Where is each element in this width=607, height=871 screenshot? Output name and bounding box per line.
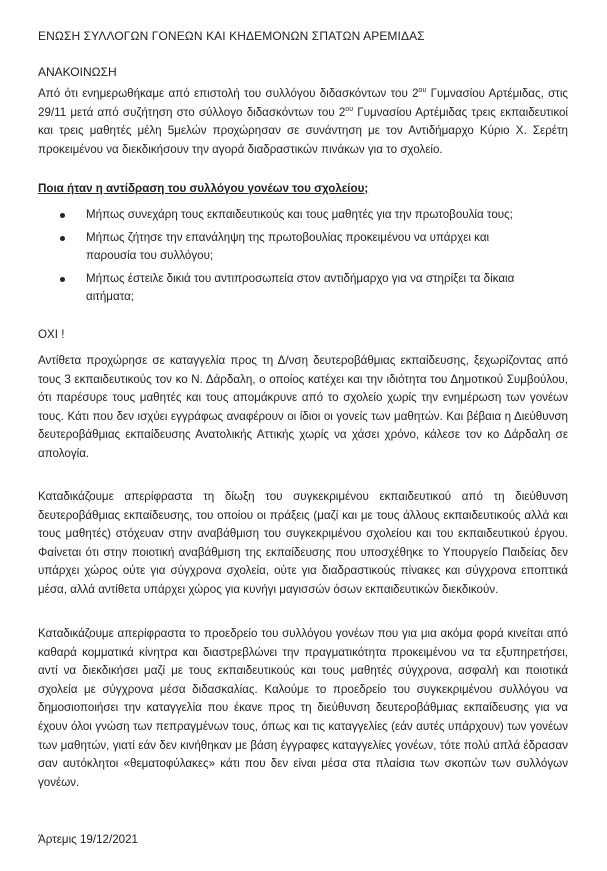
bullet-icon <box>60 236 65 241</box>
intro-superscript-1: ου <box>418 87 427 95</box>
bullet-item <box>60 270 530 307</box>
intro-paragraph <box>38 85 568 159</box>
intro-text-1: Από ότι ενημερωθήκαμε από επιστολή του συλλόγου διδασκόντων του 2 <box>38 87 419 100</box>
question-heading: Ποια ήταν η αντίδραση του συλλόγου γονέων του σχολείου; <box>38 182 369 195</box>
paragraph-complaint: Αντίθετα προχώρησε σε καταγγελία προς τη Δ/νση δευτεροβάθμιας εκπαίδευσης, ξεχωρίζοντας από τους 3 εκπαιδευτικούς τον κο Ν. Δάρδαλη, ο οποίος κατέχει και την ιδιότητα του Δημοτικού Συμβούλου, ότι παρέσυρε τους μαθητές και τους απομάκρυνε από το σχολείο χωρίς την ενημέρωση των γονέων τους. Κάτι που δεν ισχύει εγγράφως αναφέρουν οι ίδιοι οι γονείς των μαθητών. Και βέβαια η Διεύθυνση δευτεροβάθμιας εκπαίδευσης Ανατολικής Αττικής χωρίς να χάσει χρόνο, κάλεσε τον κο Δάρδαλη σε απολογία. <box>38 354 568 460</box>
announcement-heading: ΑΝΑΚΟΙΝΩΣΗ <box>38 65 117 79</box>
bullet-icon <box>60 277 65 282</box>
union-title: ΕΝΩΣΗ ΣΥΛΛΟΓΩΝ ΓΟΝΕΩΝ ΚΑΙ ΚΗΔΕΜΟΝΩΝ ΣΠΑΤΩΝ ΑΡΕΜΙΔΑΣ <box>38 29 425 43</box>
intro-text-3: Γυμνασίου Αρτέμιδας τρεις εκπαιδευτικοί και τρεις μαθητές μέλη 5μελών προχώρησαν σε συνάντηση με τον Αντιδήμαρχο Κύριο Χ. Σερέτη προκειμένου να διεκδικήσουν την αγορά διαδραστικών πινάκων για το σχολείο. <box>38 105 568 156</box>
bullet-item <box>60 229 530 266</box>
bullet-text: Μήπως έστειλε δικιά του αντιπροσωπεία στον αντιδήμαρχο για να στηρίξει τα δίκαια αιτήματα; <box>86 271 515 304</box>
question-bullet-list <box>60 206 530 311</box>
intro-text-2: Γυμνασίου Αρτέμιδας, στις 29/11 μετά από συζήτηση στο σύλλογο διδασκόντων του 2 <box>38 87 568 119</box>
answer-text: ΟΧΙ ! <box>38 328 65 341</box>
paragraph-condemnation-board: Καταδικάζουμε απερίφραστα το προεδρείο του συλλόγου γονέων που για μια ακόμα φορά κινείται από καθαρά κομματικά κίνητρα και διαστρεβλώνει την πραγματικότητα προκειμένου να τα εξυπηρετήσει, αντί να διεκδικήσει μαζί με τους εκπαιδευτικούς και τους μαθητές σύγχρονα, ασφαλή και ποιοτικά σχολεία με σύγχρονα μέσα διδασκαλίας. Καλούμε το προεδρείο του συγκεκριμένου συλλόγου να δημοσιοποιήσει την καταγγελία που έκανε προς τη διεύθυνση δευτεροβάθμιας εκπαίδευσης για να έχουν όλοι γνώση των πεπραγμένων τους, όπως και τις καταγγελίες (εάν αυτές υπάρχουν) των γονέων των μαθητών, γιατί εάν δεν κινήθηκαν με βάση έγγραφες καταγγελίες γονέων, τότε πολύ απλά έδρασαν σαν αυτόκλητοι «θεματοφύλακες» κάτι που δεν είναι μέσα στα πλαίσια των σκοπών των συλλόγων γονέων. <box>38 627 568 789</box>
bullet-text: Μήπως ζήτησε την επανάληψη της πρωτοβουλίας προκειμένου να υπάρχει και παρουσία του συλλόγου; <box>86 230 490 263</box>
date-line: Άρτεμις 19/12/2021 <box>38 833 139 846</box>
intro-superscript-2: ου <box>345 105 354 113</box>
paragraph-condemnation-directorate: Καταδικάζουμε απερίφραστα τη δίωξη του συγκεκριμένου εκπαιδευτικού από τη διεύθυνση δευτεροβάθμιας εκπαίδευσης, του οποίου οι πράξεις (μαζί και με τους άλλους εκπαιδευτικούς αλλά και τους μαθητές) στόχευαν στην αναβάθμιση του συγκεκριμένου σχολείου και του εκπαιδευτικού έργου. Φαίνεται ότι στην ποιοτική αναβάθμιση της εκπαίδευσης που υποσχέθηκε το Υπουργείο Παιδείας δεν υπάρχει χώρος ούτε για σύγχρονα σχολεία, ούτε για διαδραστικούς πίνακες και σύγχρονα εποπτικά μέσα, αλλά αντίθετα υπάρχει χώρος για κυνήγι μαγισσών όσων εκπαιδευτικών διεκδικούν. <box>38 490 568 596</box>
bullet-icon <box>60 213 65 218</box>
bullet-item <box>60 206 530 225</box>
bullet-text: Μήπως συνεχάρη τους εκπαιδευτικούς και τους μαθητές για την πρωτοβουλία τους; <box>86 208 513 221</box>
